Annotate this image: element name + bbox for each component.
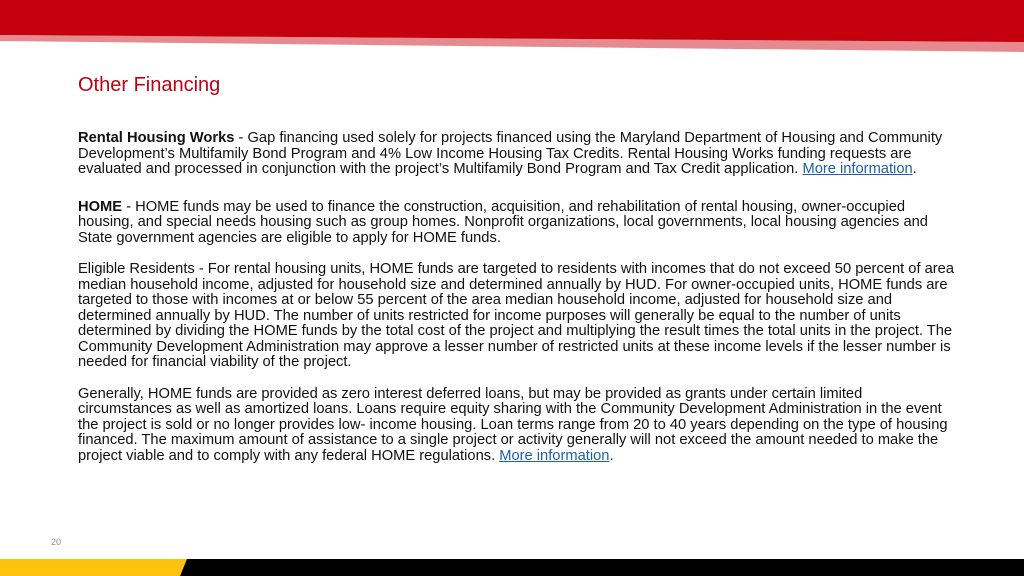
generally-period: . <box>609 447 614 464</box>
eligible-residents-paragraph: Eligible Residents - For rental housing units, HOME funds are targeted to residents with incomes that do not exceed 50 percent of area median household income, adjusted for household size and determined annually by HUD. For owner-occupied units, HOME funds are targeted to those with incomes at or below 55 percent of the area median household income, adjusted for household size and determined annually by HUD. The number of units restricted for income purposes will generally be equal to the number of units determined by dividing the HOME funds by the total cost of the project and multiplying the result times the total units in the project. The Community Development Administration may approve a lesser number of restricted units at these income levels if the lesser number is needed for financial viability of the project. <box>78 261 955 370</box>
generally-paragraph <box>78 387 958 465</box>
home-more-info-link[interactable]: More information <box>499 447 610 464</box>
rental-housing-period: . <box>912 161 917 177</box>
generally-text: Generally, HOME funds are provided as zero interest deferred loans, but may be provided as grants under certain limited circumstances as well as amortized loans. Loans require equity sharing with the Community Development Administration in the event the project is sold or no longer provides low- income housing. Loan terms range from 20 to 40 years depending on the type of housing financed. The maximum amount of assistance to a single project or activity generally will not exceed the amount needed to make the project viable and to comply with any federal HOME regulations. <box>78 385 948 464</box>
footer-band <box>0 559 1024 576</box>
rental-housing-text: - Gap financing used solely for projects financed using the Maryland Department of Housing and Community Development’s Multifamily Bond Program and 4% Low Income Housing Tax Credits. Rental Housing Works funding requests are evaluated and processed in conjunction with the project’s Multifamily Bond Program and Tax Credit application. <box>78 130 943 177</box>
content-body <box>78 131 958 464</box>
rental-housing-label: Rental Housing Works <box>78 130 235 146</box>
rental-housing-paragraph <box>78 131 958 178</box>
footer-band-yellow <box>0 559 187 576</box>
page-number: 20 <box>51 537 62 547</box>
footer-band-black <box>180 559 1024 576</box>
header-band-red <box>0 0 1024 42</box>
header-band <box>0 0 1024 60</box>
home-label: HOME <box>78 198 123 215</box>
home-paragraph <box>78 200 958 247</box>
home-text: - HOME funds may be used to finance the construction, acquisition, and rehabilitation of rental housing, owner-occupied housing, and special needs housing such as group homes. Nonprofit organizations, local governments, local housing agencies and State government agencies are eligible to apply for HOME funds. <box>78 198 928 246</box>
rental-housing-more-info-link[interactable]: More information <box>802 161 913 177</box>
page-title: Other Financing <box>78 74 221 96</box>
